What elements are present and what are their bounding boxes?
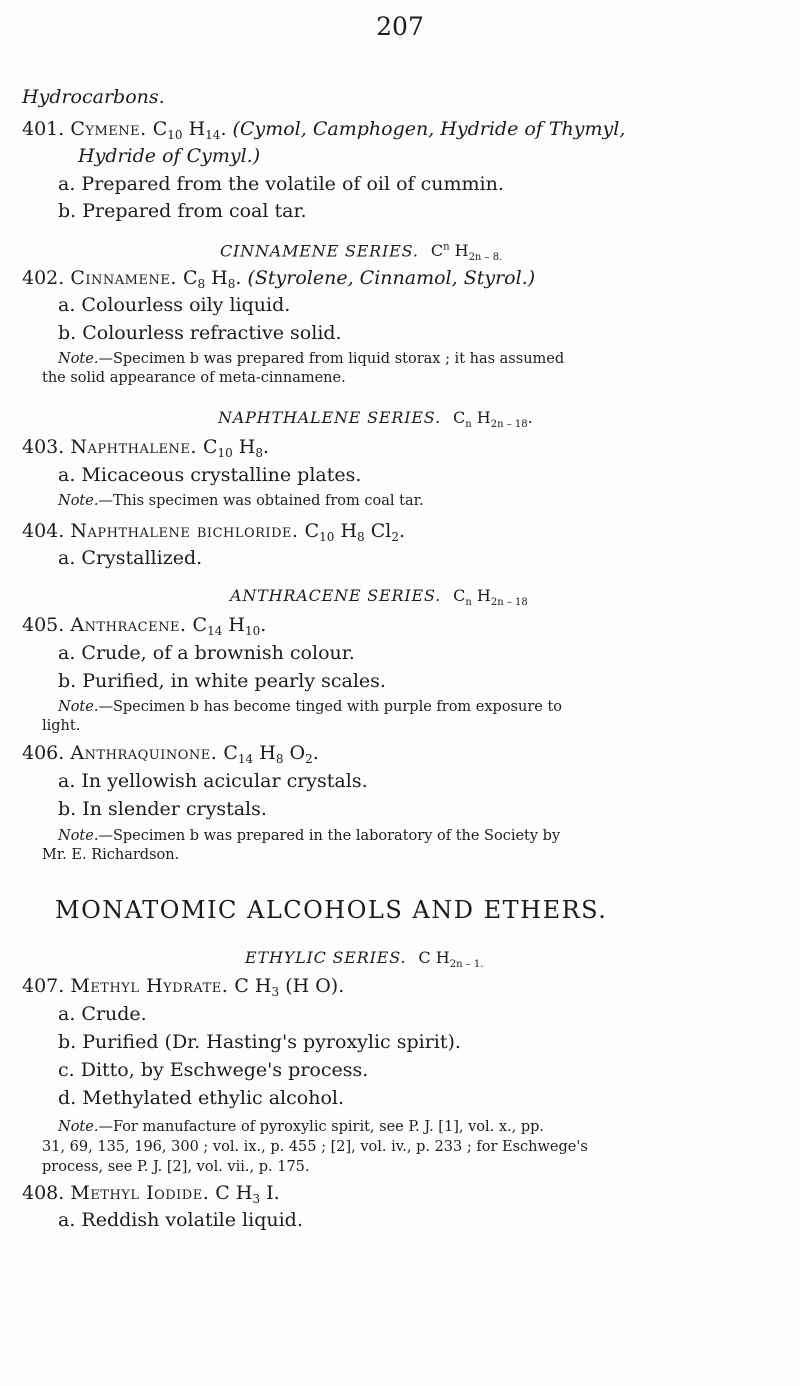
entry-407-item-b: b. Purified (Dr. Hasting's pyroxylic spirit). xyxy=(58,1031,461,1053)
formula: $C_{10}$ $H_8$. xyxy=(202,436,270,460)
formula: $C_{10}$ $H_8$ $Cl_2$. xyxy=(304,520,406,544)
formula: $C_{10}$ $H_{14}$. xyxy=(152,118,227,142)
entry-number: 401. xyxy=(22,118,65,140)
entry-406-note-cont: Mr. E. Richardson. xyxy=(42,847,180,863)
entry-406-heading: 406. Anthraquinone. $C_{14}$ $H_8$ $O_2$. xyxy=(22,742,319,766)
synonyms: (Cymol, Camphogen, Hydride of Thymyl, xyxy=(232,118,626,140)
formula: C $H_3$ (H O). xyxy=(234,975,345,999)
entry-407-note-cont-2: process, see P. J. [2], vol. vii., p. 175. xyxy=(42,1159,310,1175)
entry-404-heading: 404. Naphthalene bichloride. $C_{10}$ $H_8$ $Cl_2$. xyxy=(22,520,406,544)
entry-405-heading: 405. Anthracene. $C_{14}$ $H_{10}$. xyxy=(22,614,267,638)
formula: $C_8$ $H_8$. xyxy=(182,267,242,291)
entry-407-note: Note.—For manufacture of pyroxylic spirit, see P. J. [1], vol. x., pp. xyxy=(58,1119,545,1135)
synonyms-cont: Hydride of Cymyl.) xyxy=(78,145,261,167)
entry-401-item-a: a. Prepared from the volatile of oil of cummin. xyxy=(58,173,504,195)
entry-404-item-a: a. Crystallized. xyxy=(58,547,203,569)
entry-name: Cymene. xyxy=(70,118,147,140)
page-number: 207 xyxy=(376,12,424,41)
series-heading-anthracene: ANTHRACENE SERIES. $C_n$ $H_{2n - 18}$ xyxy=(230,586,528,608)
entry-407-item-d: d. Methylated ethylic alcohol. xyxy=(58,1087,344,1109)
chapter-heading: MONATOMIC ALCOHOLS AND ETHERS. xyxy=(55,896,608,924)
entry-407-note-cont-1: 31, 69, 135, 196, 300 ; vol. ix., p. 455 ; [2], vol. iv., p. 233 ; for Eschwege's xyxy=(42,1139,588,1155)
entry-407-item-a: a. Crude. xyxy=(58,1003,147,1025)
formula: C $H_3$ I. xyxy=(215,1182,280,1206)
entry-405-item-a: a. Crude, of a brownish colour. xyxy=(58,642,355,664)
series-heading-naphthalene: NAPHTHALENE SERIES. $C_n$ $H_{2n - 18}$. xyxy=(218,408,533,430)
series-heading-cinnamene: CINNAMENE SERIES. $C^n$ $H_{2n - 8.}$ xyxy=(220,241,503,264)
entry-406-note: Note.—Specimen b was prepared in the laboratory of the Society by xyxy=(58,828,561,844)
entry-406-item-b: b. In slender crystals. xyxy=(58,798,267,820)
formula: $C_{14}$ $H_{10}$. xyxy=(192,614,267,638)
section-heading: Hydrocarbons. xyxy=(22,86,165,108)
entry-402-note-cont: the solid appearance of meta-cinnamene. xyxy=(42,370,346,386)
entry-402-note: Note.—Specimen b was prepared from liquid storax ; it has assumed xyxy=(58,351,565,367)
entry-405-note-cont: light. xyxy=(42,718,81,734)
entry-407-item-c: c. Ditto, by Eschwege's process. xyxy=(58,1059,369,1081)
entry-401-item-b: b. Prepared from coal tar. xyxy=(58,200,307,222)
entry-403-heading: 403. Naphthalene. $C_{10}$ $H_8$. xyxy=(22,436,270,460)
entry-408-heading: 408. Methyl Iodide. C $H_3$ I. xyxy=(22,1182,280,1206)
entry-405-item-b: b. Purified, in white pearly scales. xyxy=(58,670,386,692)
entry-405-note: Note.—Specimen b has become tinged with purple from exposure to xyxy=(58,699,563,715)
entry-407-heading: 407. Methyl Hydrate. C $H_3$ (H O). xyxy=(22,975,345,999)
entry-403-note: Note.—This specimen was obtained from coal tar. xyxy=(58,493,424,509)
entry-402-heading: 402. Cinnamene. $C_8$ $H_8$. (Styrolene, Cinnamol, Styrol.) xyxy=(22,267,536,291)
entry-403-item-a: a. Micaceous crystalline plates. xyxy=(58,464,362,486)
entry-402-item-a: a. Colourless oily liquid. xyxy=(58,294,291,316)
formula: $C_{14}$ $H_8$ $O_2$. xyxy=(223,742,319,766)
entry-402-item-b: b. Colourless refractive solid. xyxy=(58,322,342,344)
series-heading-ethylic: ETHYLIC SERIES. C $H_{2n - 1.}$ xyxy=(245,948,484,970)
entry-406-item-a: a. In yellowish acicular crystals. xyxy=(58,770,368,792)
entry-408-item-a: a. Reddish volatile liquid. xyxy=(58,1209,303,1231)
entry-401-heading xyxy=(22,117,625,141)
